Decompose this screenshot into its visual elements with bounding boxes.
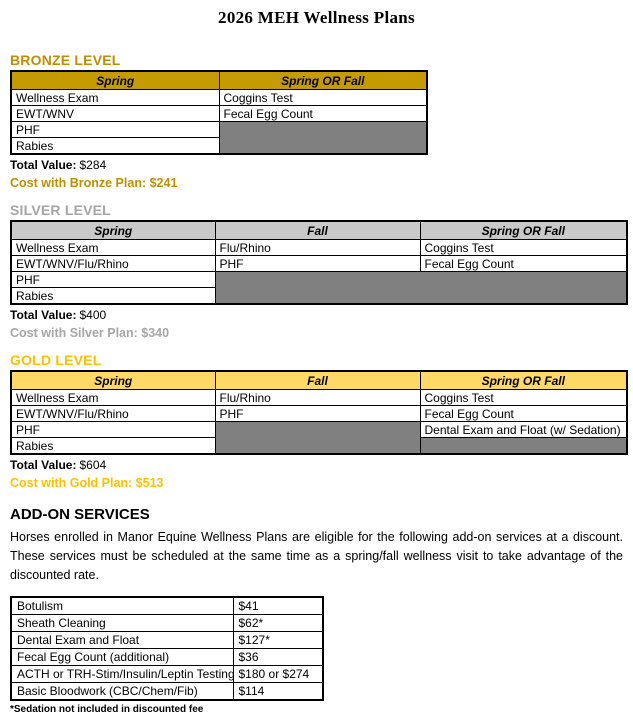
gold-total-line <box>10 458 623 472</box>
addon-service-cell: Fecal Egg Count (additional) <box>11 649 233 666</box>
service-cell: EWT/WNV <box>11 106 219 122</box>
plan-table-row <box>11 406 627 422</box>
bronze-cost-line: Cost with Bronze Plan: $241 <box>10 176 178 190</box>
plan-section-bronze <box>10 52 623 190</box>
sedation-footnote: *Sedation not included in discounted fee <box>10 704 204 715</box>
total-value-label: Total Value: <box>10 158 77 172</box>
addon-price-cell: $36 <box>233 649 323 666</box>
plan-table-header-row <box>11 221 627 240</box>
gold-level-heading: GOLD LEVEL <box>10 352 102 368</box>
service-cell: PHF <box>11 422 215 438</box>
addon-price-cell: $114 <box>233 683 323 701</box>
service-cell: Flu/Rhino <box>215 240 420 256</box>
total-value-amount: $400 <box>79 308 107 322</box>
addon-table-row <box>11 649 323 666</box>
plan-table-header-row <box>11 71 427 90</box>
bronze-plan-table <box>10 70 428 155</box>
total-value-amount: $284 <box>79 158 107 172</box>
addon-table-row <box>11 597 323 615</box>
service-cell: Coggins Test <box>420 390 627 406</box>
empty-gray-cell <box>420 438 627 455</box>
addon-table-row <box>11 683 323 701</box>
column-header: Fall <box>215 221 420 240</box>
plan-table-row <box>11 272 627 288</box>
column-header: Spring OR Fall <box>219 71 427 90</box>
column-header: Spring OR Fall <box>420 371 627 390</box>
service-cell: Rabies <box>11 138 219 155</box>
plan-section-silver <box>10 202 623 340</box>
service-cell: PHF <box>215 406 420 422</box>
addon-price-cell: $62* <box>233 615 323 632</box>
addon-table-row <box>11 615 323 632</box>
service-cell: PHF <box>11 122 219 138</box>
service-cell: Rabies <box>11 438 215 455</box>
service-cell: Wellness Exam <box>11 90 219 106</box>
service-cell: Flu/Rhino <box>215 390 420 406</box>
service-cell: Fecal Egg Count <box>219 106 427 122</box>
plan-table-row <box>11 90 427 106</box>
service-cell: Fecal Egg Count <box>420 406 627 422</box>
addon-service-cell: Botulism <box>11 597 233 615</box>
addon-price-cell: $41 <box>233 597 323 615</box>
service-cell: EWT/WNV/Flu/Rhino <box>11 406 215 422</box>
addon-price-cell: $180 or $274 <box>233 666 323 683</box>
gold-cost-line: Cost with Gold Plan: $513 <box>10 476 164 490</box>
plan-table-row <box>11 390 627 406</box>
silver-plan-table <box>10 220 628 305</box>
plan-table-row <box>11 256 627 272</box>
service-cell: Fecal Egg Count <box>420 256 627 272</box>
service-cell: Wellness Exam <box>11 240 215 256</box>
plan-table-row <box>11 122 427 138</box>
addon-table-row <box>11 632 323 649</box>
bronze-total-line <box>10 158 623 172</box>
total-value-label: Total Value: <box>10 308 77 322</box>
service-cell: Rabies <box>11 288 215 305</box>
addon-services-description: Horses enrolled in Manor Equine Wellness Plans are eligible for the following add-on services at a discount. These services must be scheduled at the same time as a spring/fall wellness visit to take advantage of the discounted rate. <box>10 530 623 582</box>
service-cell: Coggins Test <box>219 90 427 106</box>
plan-table-row <box>11 106 427 122</box>
service-cell: PHF <box>11 272 215 288</box>
empty-gray-cell <box>215 272 627 305</box>
addon-service-cell: Dental Exam and Float <box>11 632 233 649</box>
service-cell: Dental Exam and Float (w/ Sedation) <box>420 422 627 438</box>
bronze-level-heading: BRONZE LEVEL <box>10 52 121 68</box>
page-title: 2026 MEH Wellness Plans <box>218 8 415 27</box>
service-cell: PHF <box>215 256 420 272</box>
column-header: Fall <box>215 371 420 390</box>
addon-services-section <box>10 506 623 715</box>
addon-service-cell: Sheath Cleaning <box>11 615 233 632</box>
column-header: Spring <box>11 71 219 90</box>
silver-level-heading: SILVER LEVEL <box>10 202 111 218</box>
gold-plan-table <box>10 370 628 455</box>
empty-gray-cell <box>215 422 420 455</box>
silver-total-line <box>10 308 623 322</box>
service-cell: EWT/WNV/Flu/Rhino <box>11 256 215 272</box>
service-cell: Coggins Test <box>420 240 627 256</box>
addon-table-row <box>11 666 323 683</box>
total-value-label: Total Value: <box>10 458 77 472</box>
plan-table-header-row <box>11 371 627 390</box>
column-header: Spring <box>11 221 215 240</box>
addon-service-cell: ACTH or TRH-Stim/Insulin/Leptin Testing <box>11 666 233 683</box>
addon-services-heading: ADD-ON SERVICES <box>10 506 150 523</box>
addon-service-cell: Basic Bloodwork (CBC/Chem/Fib) <box>11 683 233 701</box>
addon-services-table <box>10 596 324 701</box>
column-header: Spring <box>11 371 215 390</box>
addon-price-cell: $127* <box>233 632 323 649</box>
silver-cost-line: Cost with Silver Plan: $340 <box>10 326 170 340</box>
empty-gray-cell <box>219 122 427 155</box>
plan-section-gold <box>10 352 623 490</box>
service-cell: Wellness Exam <box>11 390 215 406</box>
plan-table-row <box>11 240 627 256</box>
total-value-amount: $604 <box>79 458 107 472</box>
column-header: Spring OR Fall <box>420 221 627 240</box>
plan-table-row <box>11 422 627 438</box>
